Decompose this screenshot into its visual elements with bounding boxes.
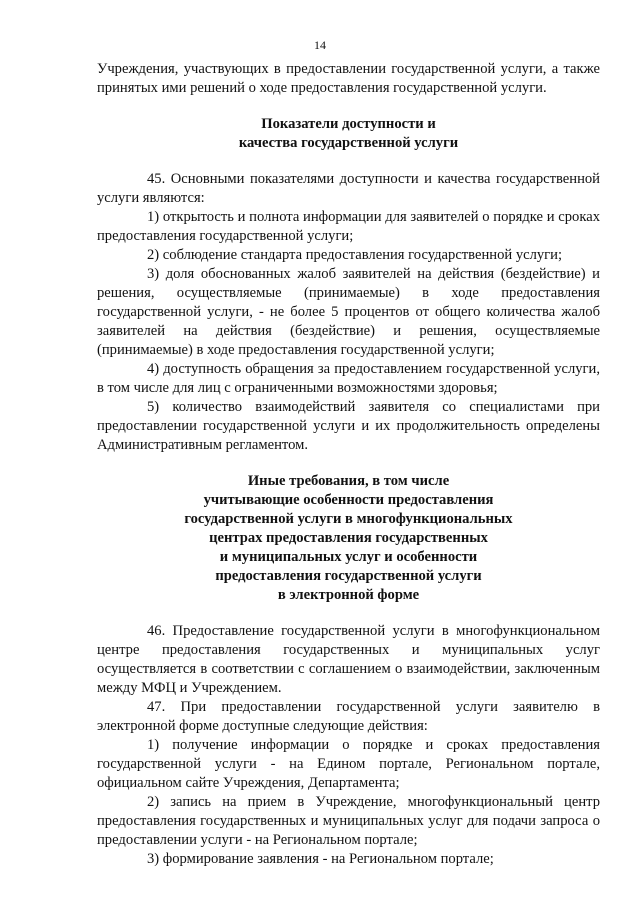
heading-line: Иные требования, в том числе: [247, 473, 450, 489]
list-item-45-3: 3) доля обоснованных жалоб заявителей на действия (бездействие) и решения, осуществляемые (принимаемые) в ходе предоставления государственной услуги, - не более 5 процентов от общего количества жалоб заявителей на действия (бездействие) и решения, осуществляемые (принимаемые) в ходе предоставления государственной услуги;: [97, 266, 600, 358]
paragraph-45: 45. Основными показателями доступности и качества государственной услуги являются:: [97, 171, 600, 206]
list-item-45-1: 1) открытость и полнота информации для заявителей о порядке и сроках предоставления государственной услуги;: [97, 209, 600, 244]
heading-line: предоставления государственной услуги: [215, 568, 482, 584]
page-content: [97, 60, 600, 869]
page-number: 14: [314, 38, 326, 52]
list-item-47-1: 1) получение информации о порядке и сроках предоставления государственной услуги - на Едином портале, Региональном портале, официальном сайте Учреждения, Департамента;: [97, 737, 600, 791]
list-item-47-2: 2) запись на прием в Учреждение, многофункциональный центр предоставления государственных и муниципальных услуг для подачи запроса о предоставлении услуги - на Региональном портале;: [97, 794, 600, 848]
heading-line: центрах предоставления государственных: [209, 530, 488, 546]
heading-line: государственной услуги в многофункциональных: [184, 511, 513, 527]
list-item-45-4: 4) доступность обращения за предоставлением государственной услуги, в том числе для лиц с ограниченными возможностями здоровья;: [97, 361, 600, 396]
paragraph-47: 47. При предоставлении государственной услуги заявителю в электронной форме доступные следующие действия:: [97, 699, 600, 734]
section-heading-accessibility: [97, 115, 600, 153]
heading-line: учитывающие особенности предоставления: [203, 492, 494, 508]
section-heading-other-requirements: [97, 472, 600, 605]
list-item-47-3: 3) формирование заявления - на Региональном портале;: [147, 851, 494, 867]
heading-line: и муниципальных услуг и особенности: [219, 549, 478, 565]
heading-line: в электронной форме: [277, 587, 420, 603]
paragraph-46: 46. Предоставление государственной услуги в многофункциональном центре предоставления государственных и муниципальных услуг осуществляется в соответствии с соглашением о взаимодействии, заключенным между МФЦ и Учреждением.: [97, 623, 600, 696]
intro-paragraph: Учреждения, участвующих в предоставлении государственной услуги, а также принятых ими решений о ходе предоставления государственной услуги.: [97, 61, 600, 96]
heading-line: качества государственной услуги: [238, 135, 459, 151]
list-item-45-2: 2) соблюдение стандарта предоставления государственной услуги;: [147, 247, 563, 263]
heading-line: Показатели доступности и: [261, 116, 436, 132]
list-item-45-5: 5) количество взаимодействий заявителя со специалистами при предоставлении государственной услуги и их продолжительность определены Административным регламентом.: [97, 399, 600, 453]
